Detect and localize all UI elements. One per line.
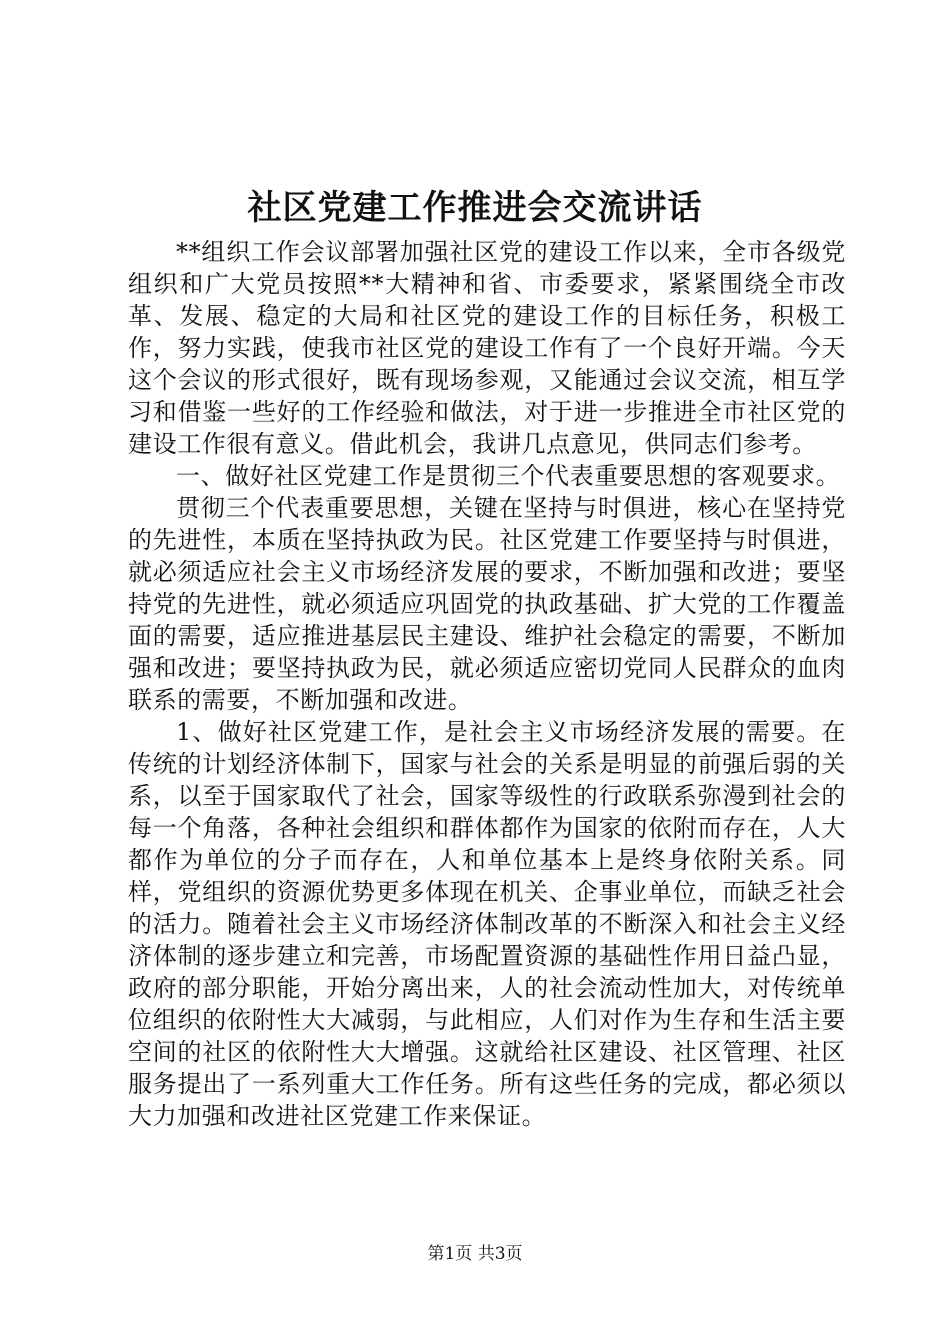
page-number-footer: 第1页 共3页 (427, 1244, 523, 1264)
document-title: 社区党建工作推进会交流讲话 (247, 188, 703, 228)
document-body (128, 236, 846, 1132)
paragraph-section-heading: 一、做好社区党建工作是贯彻三个代表重要思想的客观要求。 (176, 462, 841, 490)
paragraph-three-represents: 贯彻三个代表重要思想，关键在坚持与时俱进，核心在坚持党的先进性，本质在坚持执政为民。社区党建工作要坚持与时俱进，就必须适应社会主义市场经济发展的要求，不断加强和改进；要坚持党的先进性，就必须适应巩固党的执政基础、扩大党的工作覆盖面的需要，适应推进基层民主建设、维护社会稳定的需要，不断加强和改进；要坚持执政为民，就必须适应密切党同人民群众的血肉联系的需要，不断加强和改进。 (128, 494, 846, 714)
paragraph-intro: **组织工作会议部署加强社区党的建设工作以来，全市各级党组织和广大党员按照**大精神和省、市委要求，紧紧围绕全市改革、发展、稳定的大局和社区党的建设工作的目标任务，积极工作，努力实践，使我市社区党的建设工作有了一个良好开端。今天这个会议的形式很好，既有现场参观，又能通过会议交流，相互学习和借鉴一些好的工作经验和做法，对于进一步推进全市社区党的建设工作很有意义。借此机会，我讲几点意见，供同志们参考。 (128, 238, 846, 458)
paragraph-point-1: 1、做好社区党建工作，是社会主义市场经济发展的需要。在传统的计划经济体制下，国家与社会的关系是明显的前强后弱的关系，以至于国家取代了社会，国家等级性的行政联系弥漫到社会的每一个角落，各种社会组织和群体都作为国家的依附而存在，人大都作为单位的分子而存在，人和单位基本上是终身依附关系。同样，党组织的资源优势更多体现在机关、企事业单位，而缺乏社会的活力。随着社会主义市场经济体制改革的不断深入和社会主义经济体制的逐步建立和完善，市场配置资源的基础性作用日益凸显，政府的部分职能，开始分离出来，人的社会流动性加大，对传统单位组织的依附性大大减弱，与此相应，人们对作为生存和生活主要空间的社区的依附性大大增强。这就给社区建设、社区管理、社区服务提出了一系列重大工作任务。所有这些任务的完成，都必须以大力加强和改进社区党建工作来保证。 (128, 718, 846, 1130)
